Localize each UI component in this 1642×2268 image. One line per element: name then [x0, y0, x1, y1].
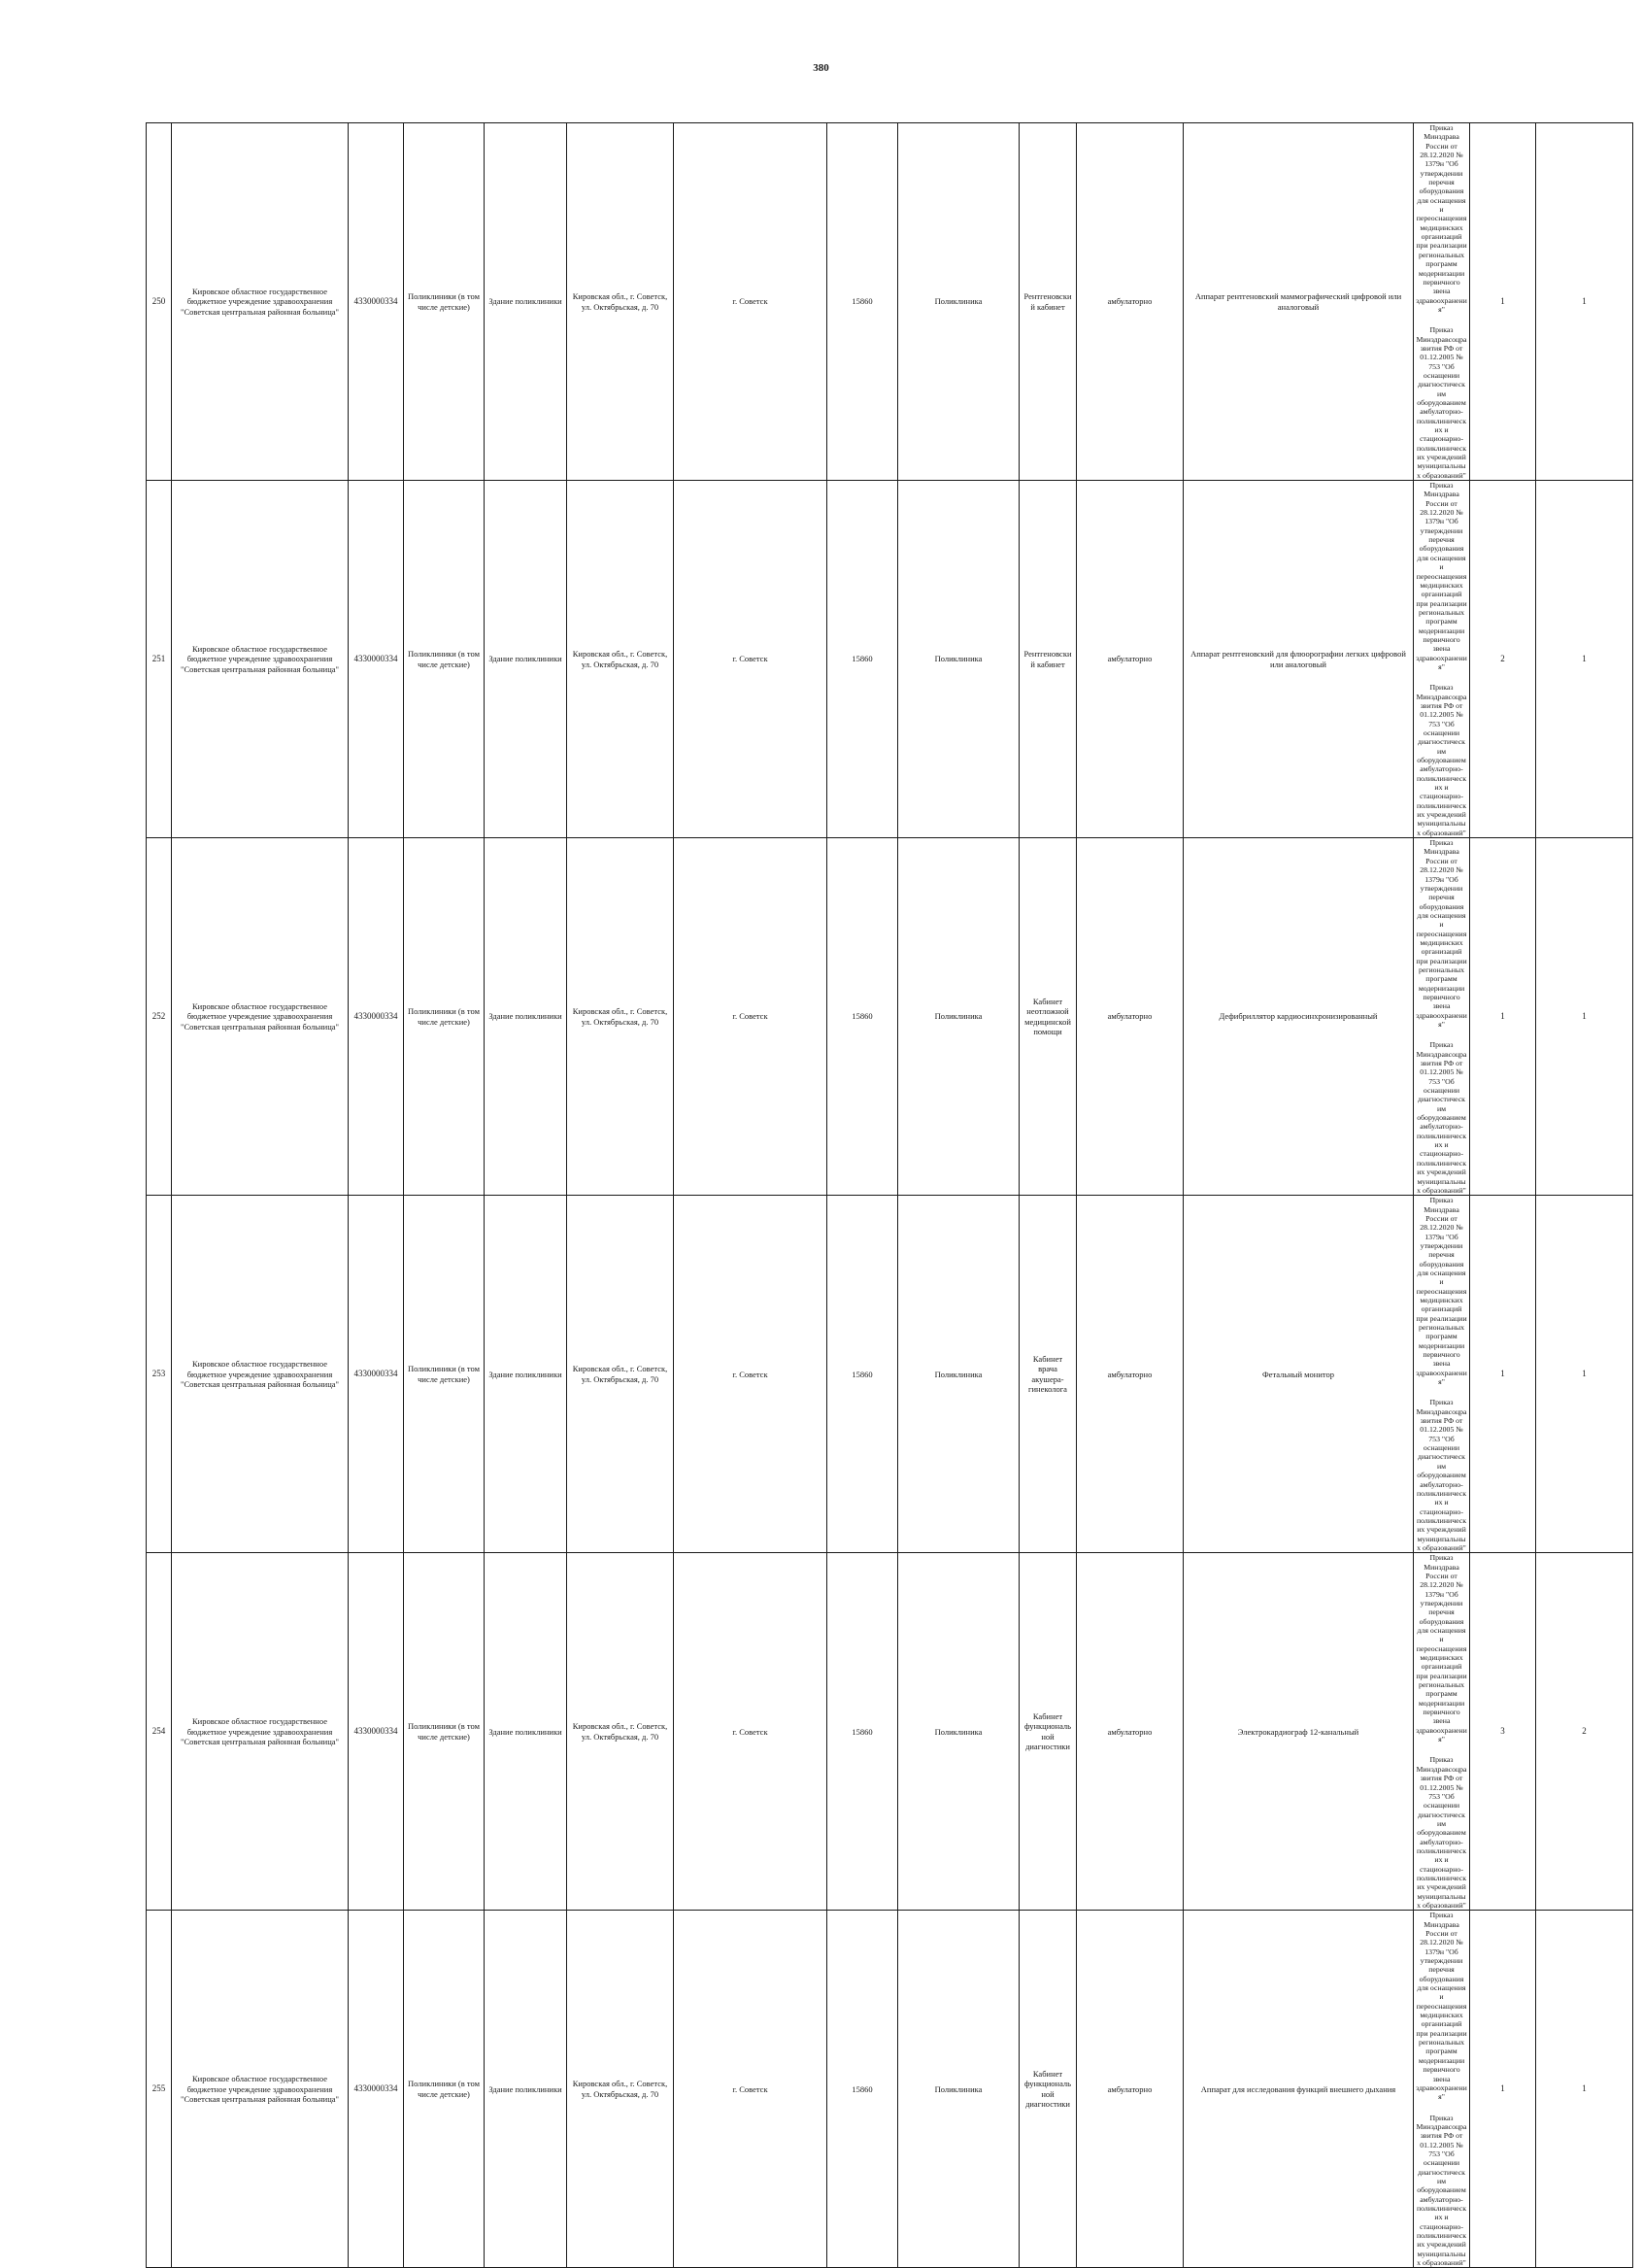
quantity-available: 1 — [1536, 838, 1633, 1196]
quantity-required: 1 — [1470, 1911, 1536, 2268]
inn-code: 4330000334 — [349, 123, 404, 481]
address: Кировская обл., г. Советск, ул. Октябрьская, д. 70 — [567, 1196, 674, 1553]
population: 15860 — [827, 1911, 898, 2268]
facility-type: Поликлиники (в том числе детские) — [404, 1553, 485, 1911]
room-name: Кабинет врача акушера-гинеколога — [1020, 1196, 1077, 1553]
unit-name: Поликлиника — [898, 838, 1020, 1196]
facility-type: Поликлиники (в том числе детские) — [404, 1911, 485, 2268]
building-name: Здание поликлиники — [485, 1553, 567, 1911]
address: Кировская обл., г. Советск, ул. Октябрьская, д. 70 — [567, 481, 674, 838]
population: 15860 — [827, 481, 898, 838]
table-row — [147, 838, 1633, 1196]
quantity-required: 3 — [1470, 1553, 1536, 1911]
unit-name: Поликлиника — [898, 1196, 1020, 1553]
legal-basis-secondary: Приказ Минздравсоцразвития РФ от 01.12.2005 № 753 "Об оснащении диагностическим оборудованием амбулаторно-поликлинических и стационарно-поликлинических учреждений муниципальных образований" — [1416, 2113, 1467, 2268]
population: 15860 — [827, 838, 898, 1196]
building-name: Здание поликлиники — [485, 123, 567, 481]
building-name: Здание поликлиники — [485, 1196, 567, 1553]
quantity-available: 1 — [1536, 123, 1633, 481]
organization-name: Кировское областное государственное бюджетное учреждение здравоохранения "Советская центральная районная больница" — [172, 1911, 349, 2268]
quantity-available: 2 — [1536, 1553, 1633, 1911]
locality: г. Советск — [674, 1196, 827, 1553]
equipment-name: Фетальный монитор — [1184, 1196, 1414, 1553]
legal-basis — [1414, 123, 1470, 481]
table-row — [147, 123, 1633, 481]
locality: г. Советск — [674, 838, 827, 1196]
row-number: 254 — [147, 1553, 172, 1911]
room-name: Рентгеновский кабинет — [1020, 123, 1077, 481]
unit-name: Поликлиника — [898, 1911, 1020, 2268]
population: 15860 — [827, 123, 898, 481]
address: Кировская обл., г. Советск, ул. Октябрьская, д. 70 — [567, 1911, 674, 2268]
locality: г. Советск — [674, 481, 827, 838]
care-form: амбулаторно — [1077, 123, 1184, 481]
row-number: 253 — [147, 1196, 172, 1553]
room-name: Рентгеновский кабинет — [1020, 481, 1077, 838]
legal-basis-primary: Приказ Минздрава России от 28.12.2020 № 1379н "Об утверждении перечня оборудования для оснащения и переоснащения медицинских организаций при реализации региональных программ модернизации первичного звена здравоохранения" — [1416, 123, 1467, 314]
table-row — [147, 481, 1633, 838]
table-body — [147, 123, 1633, 2268]
population: 15860 — [827, 1553, 898, 1911]
quantity-available: 1 — [1536, 1196, 1633, 1553]
locality: г. Советск — [674, 1911, 827, 2268]
page-number: 380 — [813, 62, 829, 74]
organization-name: Кировское областное государственное бюджетное учреждение здравоохранения "Советская центральная районная больница" — [172, 838, 349, 1196]
equipment-name: Аппарат для исследования функций внешнего дыхания — [1184, 1911, 1414, 2268]
facility-type: Поликлиники (в том числе детские) — [404, 838, 485, 1196]
legal-basis — [1414, 1196, 1470, 1553]
equipment-name: Дефибриллятор кардиосинхронизированный — [1184, 838, 1414, 1196]
quantity-required: 1 — [1470, 1196, 1536, 1553]
equipment-name: Аппарат рентгеновский маммографический цифровой или аналоговый — [1184, 123, 1414, 481]
quantity-required: 1 — [1470, 123, 1536, 481]
care-form: амбулаторно — [1077, 1911, 1184, 2268]
building-name: Здание поликлиники — [485, 481, 567, 838]
row-number: 251 — [147, 481, 172, 838]
legal-basis-secondary: Приказ Минздравсоцразвития РФ от 01.12.2005 № 753 "Об оснащении диагностическим оборудованием амбулаторно-поликлинических и стационарно-поликлинических учреждений муниципальных образований" — [1416, 1398, 1467, 1552]
building-name: Здание поликлиники — [485, 1911, 567, 2268]
organization-name: Кировское областное государственное бюджетное учреждение здравоохранения "Советская центральная районная больница" — [172, 1553, 349, 1911]
inn-code: 4330000334 — [349, 1553, 404, 1911]
legal-basis-secondary: Приказ Минздравсоцразвития РФ от 01.12.2005 № 753 "Об оснащении диагностическим оборудованием амбулаторно-поликлинических и стационарно-поликлинических учреждений муниципальных образований" — [1416, 325, 1467, 480]
care-form: амбулаторно — [1077, 1196, 1184, 1553]
locality: г. Советск — [674, 123, 827, 481]
equipment-name: Электрокардиограф 12-канальный — [1184, 1553, 1414, 1911]
legal-basis — [1414, 1911, 1470, 2268]
room-name: Кабинет неотложной медицинской помощи — [1020, 838, 1077, 1196]
facility-type: Поликлиники (в том числе детские) — [404, 123, 485, 481]
quantity-available: 1 — [1536, 1911, 1633, 2268]
legal-basis-secondary: Приказ Минздравсоцразвития РФ от 01.12.2005 № 753 "Об оснащении диагностическим оборудованием амбулаторно-поликлинических и стационарно-поликлинических учреждений муниципальных образований" — [1416, 1755, 1467, 1910]
legal-basis-secondary: Приказ Минздравсоцразвития РФ от 01.12.2005 № 753 "Об оснащении диагностическим оборудованием амбулаторно-поликлинических и стационарно-поликлинических учреждений муниципальных образований" — [1416, 683, 1467, 837]
row-number: 250 — [147, 123, 172, 481]
locality: г. Советск — [674, 1553, 827, 1911]
legal-basis-secondary: Приказ Минздравсоцразвития РФ от 01.12.2005 № 753 "Об оснащении диагностическим оборудованием амбулаторно-поликлинических и стационарно-поликлинических учреждений муниципальных образований" — [1416, 1040, 1467, 1195]
legal-basis — [1414, 481, 1470, 838]
legal-basis-primary: Приказ Минздрава России от 28.12.2020 № 1379н "Об утверждении перечня оборудования для оснащения и переоснащения медицинских организаций при реализации региональных программ модернизации первичного звена здравоохранения" — [1416, 1911, 1467, 2102]
care-form: амбулаторно — [1077, 481, 1184, 838]
inn-code: 4330000334 — [349, 1196, 404, 1553]
equipment-name: Аппарат рентгеновский для флюорографии легких цифровой или аналоговый — [1184, 481, 1414, 838]
unit-name: Поликлиника — [898, 481, 1020, 838]
legal-basis-primary: Приказ Минздрава России от 28.12.2020 № 1379н "Об утверждении перечня оборудования для оснащения и переоснащения медицинских организаций при реализации региональных программ модернизации первичного звена здравоохранения" — [1416, 838, 1467, 1029]
row-number: 252 — [147, 838, 172, 1196]
population: 15860 — [827, 1196, 898, 1553]
equipment-table — [146, 122, 1633, 2268]
equipment-table-wrapper — [146, 122, 1587, 2268]
building-name: Здание поликлиники — [485, 838, 567, 1196]
room-name: Кабинет функциональной диагностики — [1020, 1553, 1077, 1911]
address: Кировская обл., г. Советск, ул. Октябрьская, д. 70 — [567, 838, 674, 1196]
quantity-required: 2 — [1470, 481, 1536, 838]
inn-code: 4330000334 — [349, 838, 404, 1196]
legal-basis-primary: Приказ Минздрава России от 28.12.2020 № 1379н "Об утверждении перечня оборудования для оснащения и переоснащения медицинских организаций при реализации региональных программ модернизации первичного звена здравоохранения" — [1416, 1196, 1467, 1387]
legal-basis — [1414, 838, 1470, 1196]
address: Кировская обл., г. Советск, ул. Октябрьская, д. 70 — [567, 123, 674, 481]
care-form: амбулаторно — [1077, 838, 1184, 1196]
inn-code: 4330000334 — [349, 1911, 404, 2268]
legal-basis-primary: Приказ Минздрава России от 28.12.2020 № 1379н "Об утверждении перечня оборудования для оснащения и переоснащения медицинских организаций при реализации региональных программ модернизации первичного звена здравоохранения" — [1416, 1553, 1467, 1744]
table-row — [147, 1196, 1633, 1553]
address: Кировская обл., г. Советск, ул. Октябрьская, д. 70 — [567, 1553, 674, 1911]
organization-name: Кировское областное государственное бюджетное учреждение здравоохранения "Советская центральная районная больница" — [172, 1196, 349, 1553]
care-form: амбулаторно — [1077, 1553, 1184, 1911]
organization-name: Кировское областное государственное бюджетное учреждение здравоохранения "Советская центральная районная больница" — [172, 123, 349, 481]
facility-type: Поликлиники (в том числе детские) — [404, 1196, 485, 1553]
organization-name: Кировское областное государственное бюджетное учреждение здравоохранения "Советская центральная районная больница" — [172, 481, 349, 838]
room-name: Кабинет функциональной диагностики — [1020, 1911, 1077, 2268]
facility-type: Поликлиники (в том числе детские) — [404, 481, 485, 838]
unit-name: Поликлиника — [898, 123, 1020, 481]
legal-basis — [1414, 1553, 1470, 1911]
unit-name: Поликлиника — [898, 1553, 1020, 1911]
quantity-available: 1 — [1536, 481, 1633, 838]
inn-code: 4330000334 — [349, 481, 404, 838]
legal-basis-primary: Приказ Минздрава России от 28.12.2020 № 1379н "Об утверждении перечня оборудования для оснащения и переоснащения медицинских организаций при реализации региональных программ модернизации первичного звена здравоохранения" — [1416, 481, 1467, 671]
row-number: 255 — [147, 1911, 172, 2268]
table-row — [147, 1911, 1633, 2268]
table-row — [147, 1553, 1633, 1911]
quantity-required: 1 — [1470, 838, 1536, 1196]
